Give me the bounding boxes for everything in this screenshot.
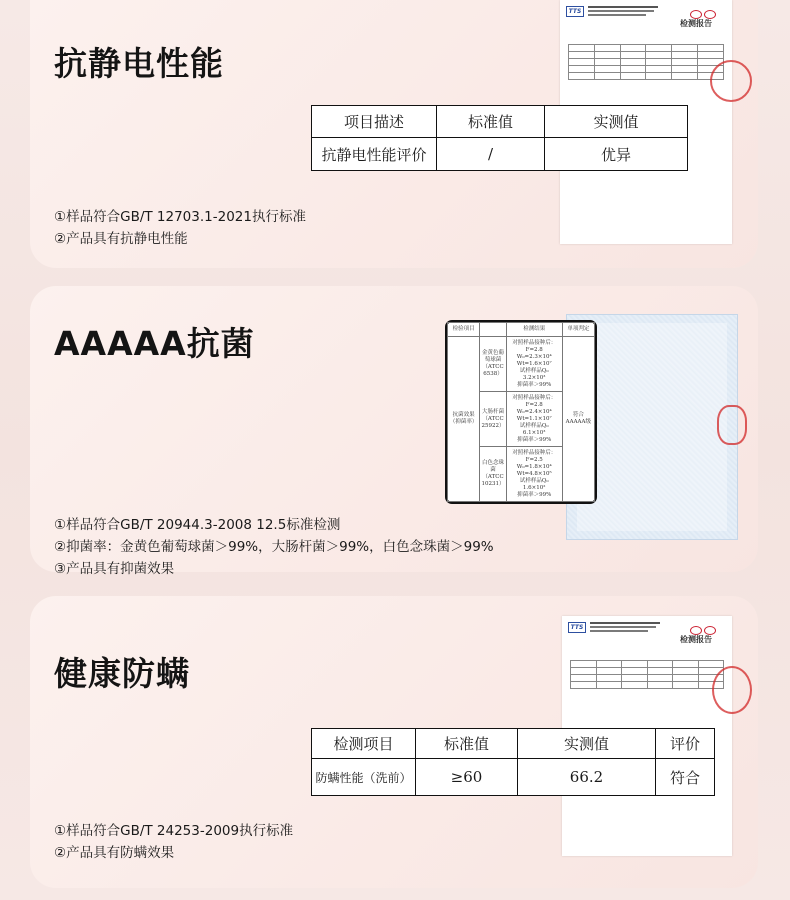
- note: ②抑菌率：金黄色葡萄球菌＞99%，大肠杆菌＞99%，白色念珠菌＞99%: [54, 539, 494, 555]
- cell-measured: 优异: [545, 138, 688, 171]
- header-standard: 标准值: [416, 729, 518, 759]
- section-antimite: [30, 596, 758, 888]
- section-antibacterial: [30, 286, 758, 577]
- cell-item: 抗静电性能评价: [312, 138, 437, 171]
- cell-item: 防螨性能（洗前）: [312, 759, 416, 796]
- note: ②产品具有抗静电性能: [54, 231, 188, 247]
- red-seal-stamp: [712, 666, 752, 714]
- header-standard: 标准值: [437, 106, 545, 138]
- note: ③产品具有抑菌效果: [54, 561, 175, 577]
- section-title: AAAAA抗菌: [54, 324, 255, 363]
- section-title: 健康防螨: [54, 654, 190, 693]
- report-logo: TTS: [568, 622, 586, 633]
- cell-measured: 66.2: [518, 759, 656, 796]
- header-measured: 实测值: [518, 729, 656, 759]
- cell-category: 抗菌效果（抑菌率）: [448, 337, 480, 502]
- report-logo: TTS: [566, 6, 584, 17]
- header-evaluation: 评价: [656, 729, 715, 759]
- header-test-item: 检测项目: [312, 729, 416, 759]
- section-antistatic: [30, 0, 758, 268]
- antimite-table: [311, 728, 700, 796]
- red-seal-stamp: [717, 405, 747, 445]
- header-item: 项目描述: [312, 106, 437, 138]
- antistatic-table: [311, 105, 688, 171]
- cell-evaluation: 符合: [656, 759, 715, 796]
- cell-verdict: 符合AAAAA级: [562, 337, 594, 502]
- antibacterial-table: 检验项目 检测结果 单项判定 抗菌效果（抑菌率） 金黄色葡萄球菌（ATCC 6538） 对照样品接种后： F=2.8 W₀=2.3×10⁴ Wt=1.6×10⁷ 试样样品Q₀ 3.2×10³ 抑菌率＞99% 符合AAAAA级 大肠杆菌（ATCC 25922） 对照样品接种后： F=2.8 W₀=2.4×10⁴ Wt=1.1×10⁷ 试样样品Q₀ 6.1×10³ 抑菌率＞99% 白色念珠菌（ATCC 10231） 对照样品接种后： F=2.5 W₀=1.8×10⁴ Wt=4.8×10⁵ 试样样品Q₀ 1.6×10² 抑菌率＞99%: [445, 320, 597, 504]
- report-title: 检测报告: [680, 635, 712, 644]
- section-notes: [54, 206, 306, 250]
- header-verdict: 单项判定: [562, 323, 594, 337]
- section-notes: [54, 820, 293, 864]
- cell-organism: 金黄色葡萄球菌（ATCC 6538）: [480, 337, 506, 392]
- red-seal-stamp: [710, 60, 752, 102]
- cell-organism: 大肠杆菌（ATCC 25922）: [480, 392, 506, 447]
- note: ①样品符合GB/T 20944.3-2008 12.5标准检测: [54, 517, 341, 533]
- cell-standard: /: [437, 138, 545, 171]
- note: ①样品符合GB/T 24253-2009执行标准: [54, 823, 294, 839]
- cell-organism: 白色念珠菌（ATCC 10231）: [480, 447, 506, 502]
- cell-standard: ≥60: [416, 759, 518, 796]
- note: ②产品具有防螨效果: [54, 845, 175, 861]
- header-measured: 实测值: [545, 106, 688, 138]
- header-test-item: 检验项目: [448, 323, 480, 337]
- report-title: 检测报告: [680, 19, 712, 28]
- section-notes: [54, 514, 494, 580]
- note: ①样品符合GB/T 12703.1-2021执行标准: [54, 209, 306, 225]
- header-result: 检测结果: [506, 323, 562, 337]
- section-title: 抗静电性能: [54, 44, 224, 83]
